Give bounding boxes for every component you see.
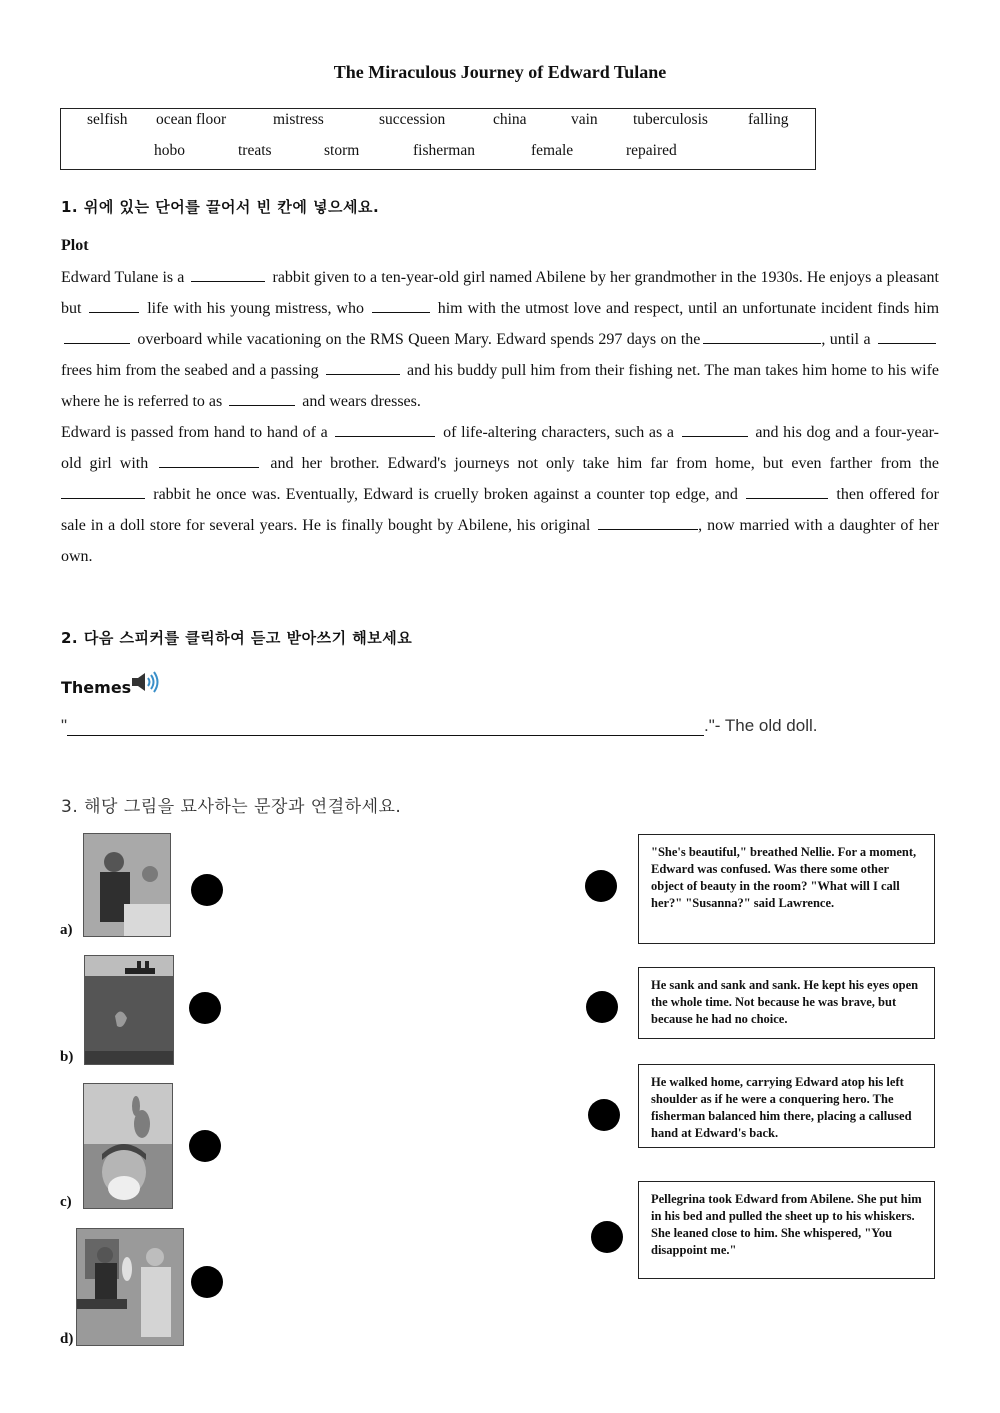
blank-input[interactable] xyxy=(89,296,139,313)
text-segment: , until a xyxy=(821,331,871,348)
word-bank xyxy=(60,108,816,170)
dictation-input[interactable] xyxy=(67,717,704,736)
plot-paragraph-2 xyxy=(61,417,939,572)
blank-input[interactable] xyxy=(335,420,435,437)
text-segment: rabbit he once was. Eventually, Edward is cruelly broken against a counter top edge, and xyxy=(153,486,738,503)
sentence-box-4[interactable]: Pellegrina took Edward from Abilene. She put him in his bed and pulled the sheet up to his whiskers. She leaned close to him. She whispered, "You disappoint me." xyxy=(638,1181,935,1279)
word-card[interactable]: succession xyxy=(379,111,446,128)
text-segment: life with his young mistress, who xyxy=(147,300,364,317)
label-a: a) xyxy=(60,922,73,938)
sentence-box-1[interactable]: "She's beautiful," breathed Nellie. For a moment, Edward was confused. Was there some other object of beauty in the room? "What will I call her?" "Susanna?" said Lawrence. xyxy=(638,834,935,944)
section2-heading: 2. 다음 스피커를 클릭하여 듣고 받아쓰기 해보세요 xyxy=(61,629,413,647)
section1-heading: 1. 위에 있는 단어를 끌어서 빈 칸에 넣으세요. xyxy=(61,198,380,216)
label-c: c) xyxy=(60,1194,72,1210)
text-segment: overboard while vacationing on the RMS Queen Mary. Edward spends 297 days on the xyxy=(137,331,701,348)
quote-attribution: ."- The old doll. xyxy=(704,716,818,735)
label-d: d) xyxy=(60,1331,74,1347)
illustration-d xyxy=(76,1228,184,1346)
match-dot-right-3[interactable] xyxy=(588,1099,620,1131)
word-card[interactable]: hobo xyxy=(154,142,185,159)
word-card[interactable]: treats xyxy=(238,142,272,159)
text-segment: rabbit given to a ten-year-old girl named Abilene by her grandmother in the 1930s. He enjoys a pleasant but xyxy=(61,269,939,317)
page-title: The Miraculous Journey of Edward Tulane xyxy=(333,62,667,82)
speaker-icon[interactable] xyxy=(130,670,160,694)
word-card[interactable]: china xyxy=(493,111,527,128)
blank-input[interactable] xyxy=(703,327,821,344)
match-dot-left-d[interactable] xyxy=(191,1266,223,1298)
illustration-c xyxy=(83,1083,173,1209)
text-segment: and his dog and a four-year-old girl with xyxy=(61,424,940,472)
word-card[interactable]: vain xyxy=(571,111,598,128)
blank-input[interactable] xyxy=(372,296,430,313)
blank-input[interactable] xyxy=(191,265,265,282)
illustration-b xyxy=(84,955,174,1065)
text-segment: him with the utmost love and respect, until an unfortunate incident finds him xyxy=(437,300,940,317)
sentence-box-2[interactable]: He sank and sank and sank. He kept his eyes open the whole time. Not because he was brave, but because he had no choice. xyxy=(638,967,935,1039)
label-b: b) xyxy=(60,1049,74,1065)
word-card[interactable]: repaired xyxy=(626,142,677,159)
themes-label: Themes xyxy=(61,678,132,697)
word-card[interactable]: storm xyxy=(324,142,360,159)
blank-input[interactable] xyxy=(159,451,259,468)
match-dot-left-b[interactable] xyxy=(189,992,221,1024)
text-segment: Edward is passed from hand to hand of a xyxy=(61,424,328,441)
text-segment: frees him from the seabed and a passing xyxy=(61,362,319,379)
word-card[interactable]: female xyxy=(531,142,574,159)
match-dot-right-1[interactable] xyxy=(585,870,617,902)
blank-input[interactable] xyxy=(229,389,295,406)
text-segment: and his buddy pull him from their fishing net. The man takes him home to his wife where he is referred to as xyxy=(61,362,939,410)
blank-input[interactable] xyxy=(878,327,936,344)
text-segment: and wears dresses. xyxy=(302,393,421,410)
word-card[interactable]: ocean floor xyxy=(156,111,227,128)
section3-heading: 3. 해당 그림을 묘사하는 문장과 연결하세요. xyxy=(61,797,402,817)
blank-input[interactable] xyxy=(682,420,748,437)
dictation-line xyxy=(61,716,818,736)
match-dot-right-2[interactable] xyxy=(586,991,618,1023)
illustration-a xyxy=(83,833,171,937)
blank-input[interactable] xyxy=(326,358,400,375)
word-card[interactable]: fisherman xyxy=(413,142,475,159)
plot-paragraph-1 xyxy=(61,262,939,417)
word-card[interactable]: falling xyxy=(748,111,789,128)
sentence-box-3[interactable]: He walked home, carrying Edward atop his left shoulder as if he were a conquering hero. The fisherman balanced him there, placing a callused hand at Edward's back. xyxy=(638,1064,935,1148)
blank-input[interactable] xyxy=(61,482,145,499)
blank-input[interactable] xyxy=(598,513,698,530)
open-quote: " xyxy=(61,716,68,735)
word-card[interactable]: selfish xyxy=(87,111,128,128)
text-segment: of life-altering characters, such as a xyxy=(443,424,675,441)
plot-label: Plot xyxy=(61,237,89,254)
match-dot-right-4[interactable] xyxy=(591,1221,623,1253)
match-dot-left-a[interactable] xyxy=(191,874,223,906)
word-card[interactable]: mistress xyxy=(273,111,324,128)
match-dot-left-c[interactable] xyxy=(189,1130,221,1162)
word-card[interactable]: tuberculosis xyxy=(633,111,708,128)
text-segment: and her brother. Edward's journeys not only take him far from home, but even farther from the xyxy=(270,455,940,472)
blank-input[interactable] xyxy=(64,327,130,344)
text-segment: Edward Tulane is a xyxy=(61,269,185,286)
text-segment: then offered for sale in a doll store for several years. He is finally bought by Abilene, his original xyxy=(61,486,939,534)
text-segment: , now married with a daughter of her own. xyxy=(61,517,940,565)
blank-input[interactable] xyxy=(746,482,828,499)
